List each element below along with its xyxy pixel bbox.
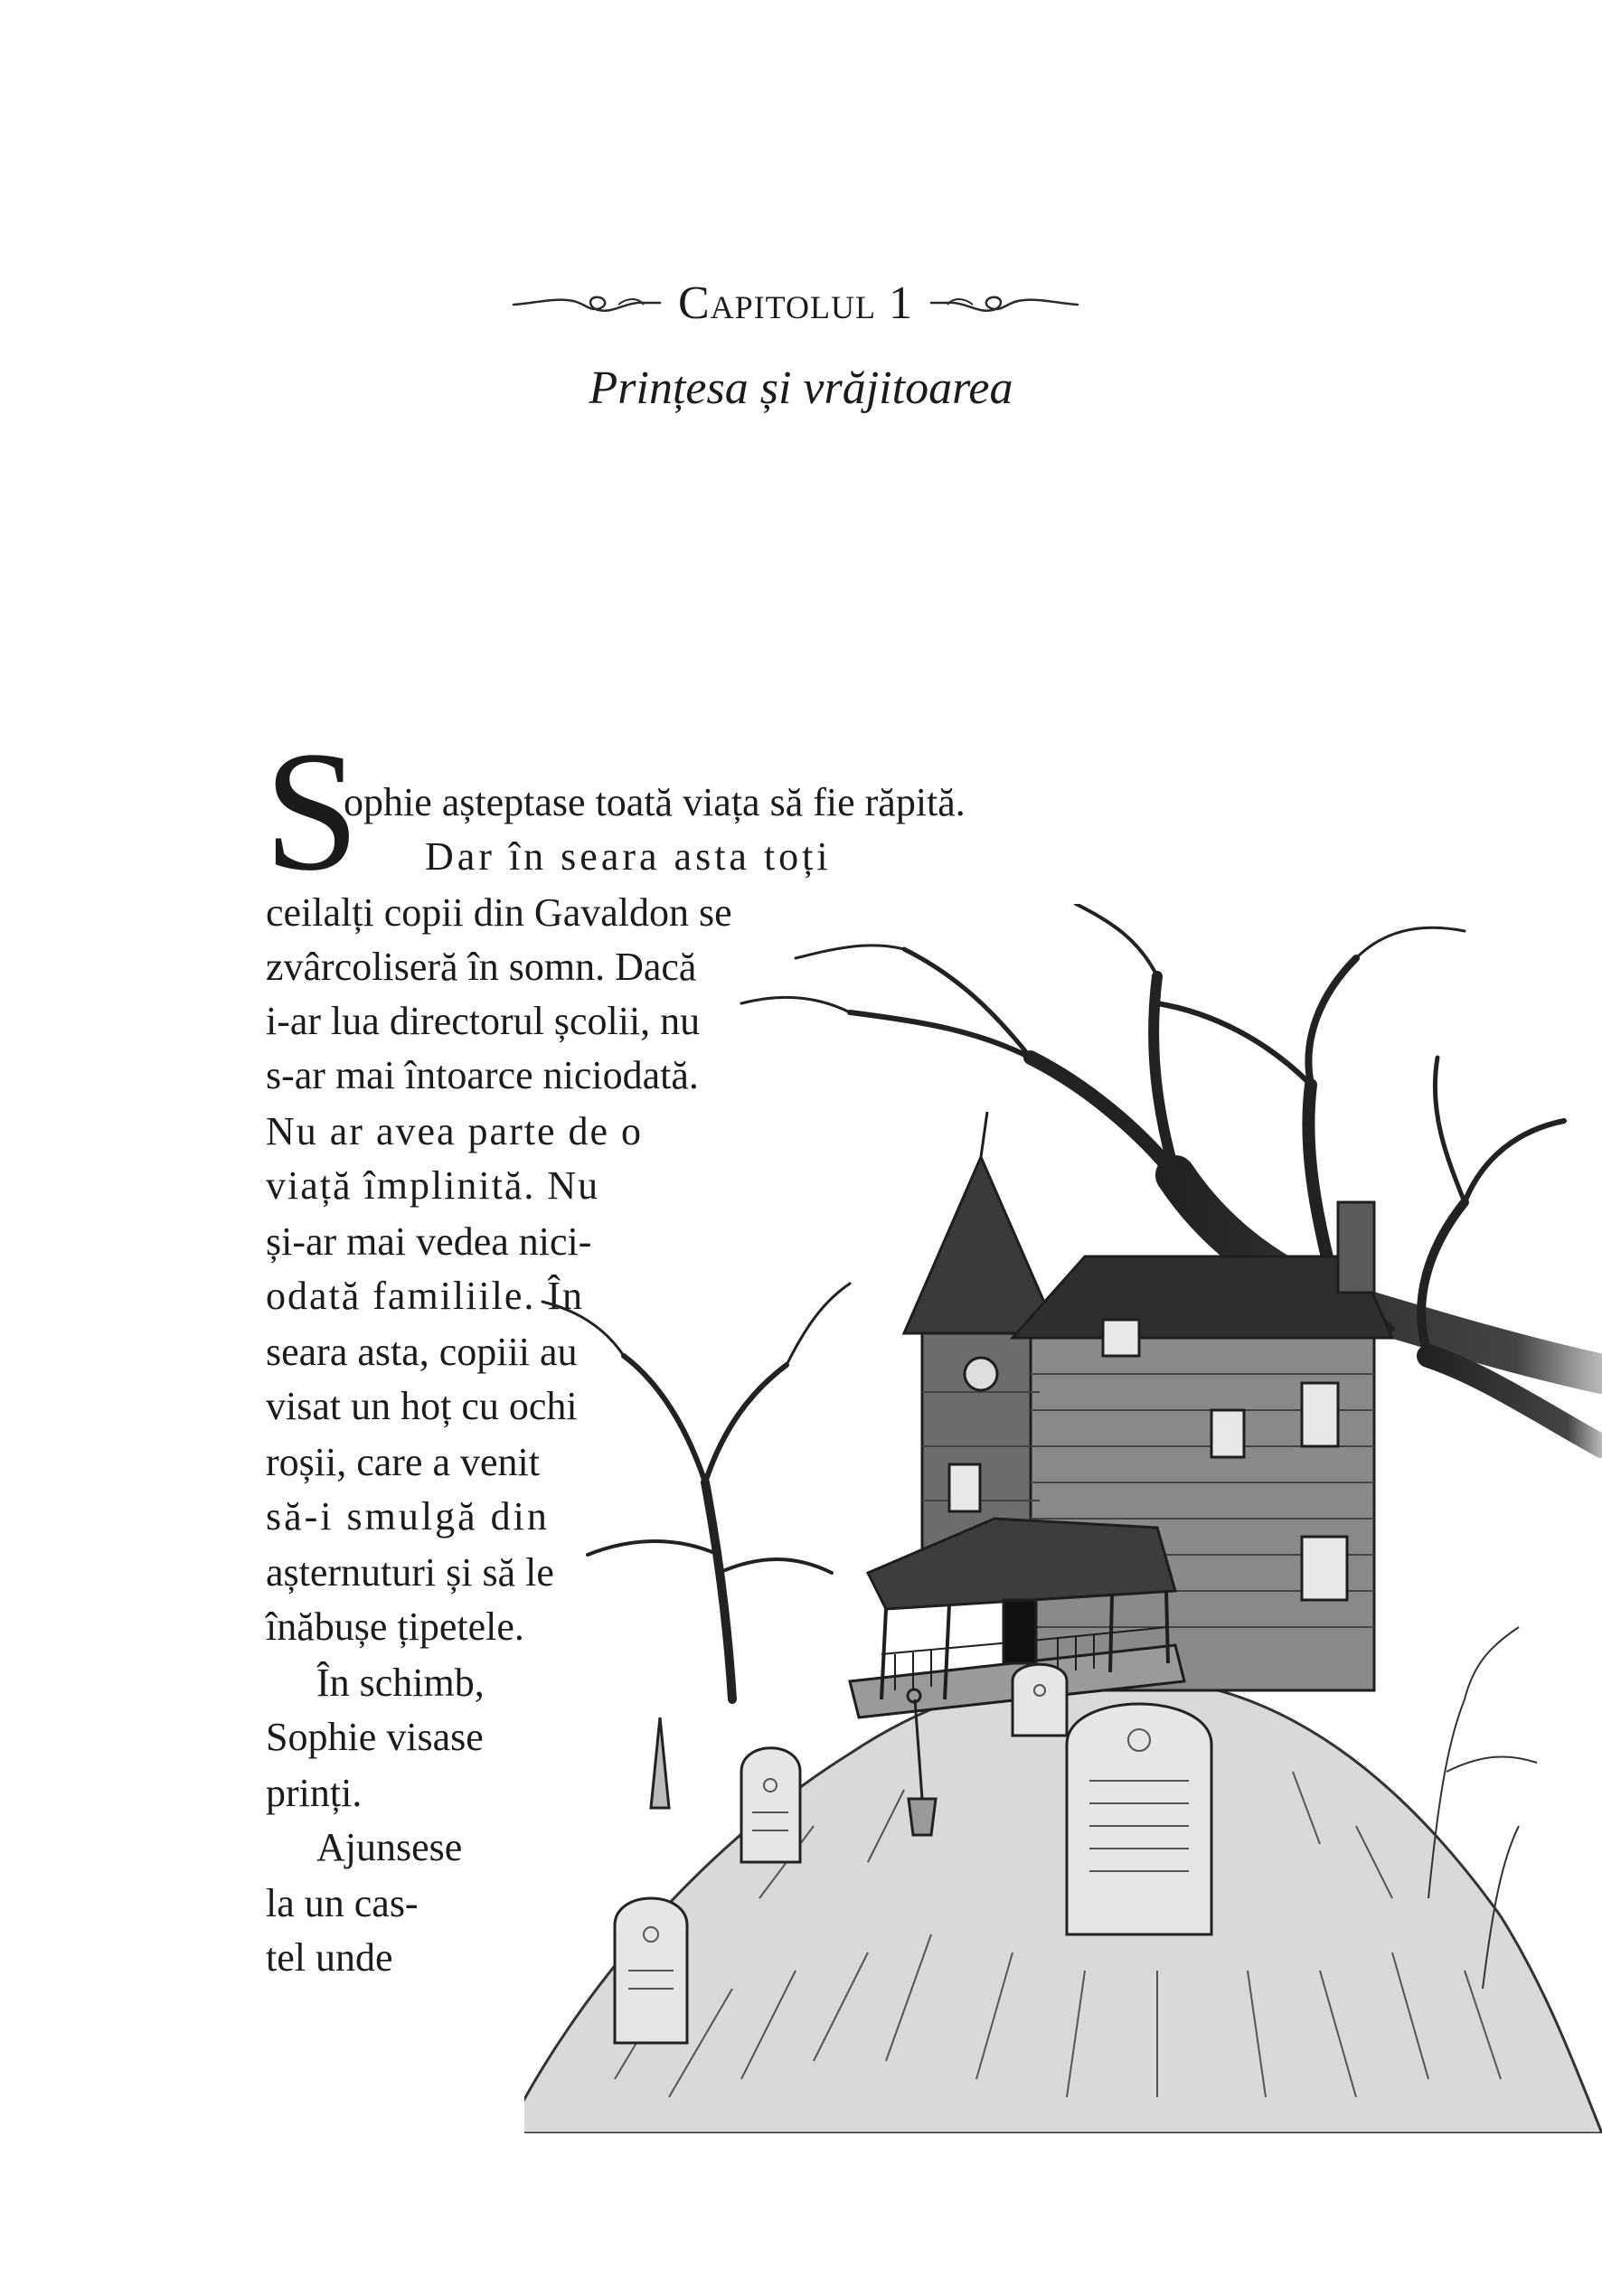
text-line: prinți. xyxy=(266,1771,363,1815)
text-line: Sophie visase xyxy=(266,1715,484,1759)
chapter-heading xyxy=(488,271,1103,334)
chapter-title: Prințesa și vrăjitoarea xyxy=(589,362,1013,414)
text-line: la un cas- xyxy=(266,1881,419,1925)
text-line: ophie așteptase toată viața să fie răpită. xyxy=(344,780,966,824)
right-flourish-icon xyxy=(928,285,1081,321)
text-line: să-i smulgă din xyxy=(266,1494,550,1539)
text-line: Nu ar avea parte de o xyxy=(266,1109,644,1153)
text-line: ceilalți copii din Gavaldon se xyxy=(266,890,732,935)
text-line: s-ar mai întoarce niciodată. xyxy=(266,1053,699,1097)
small-tree-left xyxy=(542,1284,850,1699)
text-line: viață împlinită. Nu xyxy=(266,1163,600,1208)
chapter-label: Capitolul 1 xyxy=(677,277,913,329)
text-line: În schimb, xyxy=(316,1661,485,1705)
text-line: așternuturi și să le xyxy=(266,1550,554,1595)
text-line: seara asta, copiii au xyxy=(266,1330,578,1374)
text-line: înăbușe țipetele. xyxy=(266,1604,524,1649)
text-line: tel unde xyxy=(266,1935,393,1980)
text-line: roșii, care a venit xyxy=(266,1440,540,1484)
drop-cap: S xyxy=(264,717,360,907)
text-line: și-ar mai vedea nici- xyxy=(266,1219,592,1264)
text-line: Dar în seara asta toți xyxy=(425,834,832,879)
hill xyxy=(524,1675,1602,2133)
text-line: Ajunsese xyxy=(316,1825,463,1869)
haunted-house-illustration xyxy=(524,904,1602,2133)
left-flourish-icon xyxy=(510,285,664,321)
text-line: visat un hoț cu ochi xyxy=(266,1384,578,1428)
text-line: i-ar lua directorul școlii, nu xyxy=(266,999,701,1043)
text-line: odată familiile. În xyxy=(266,1274,584,1318)
text-line: zvârcoliseră în somn. Dacă xyxy=(266,945,697,989)
